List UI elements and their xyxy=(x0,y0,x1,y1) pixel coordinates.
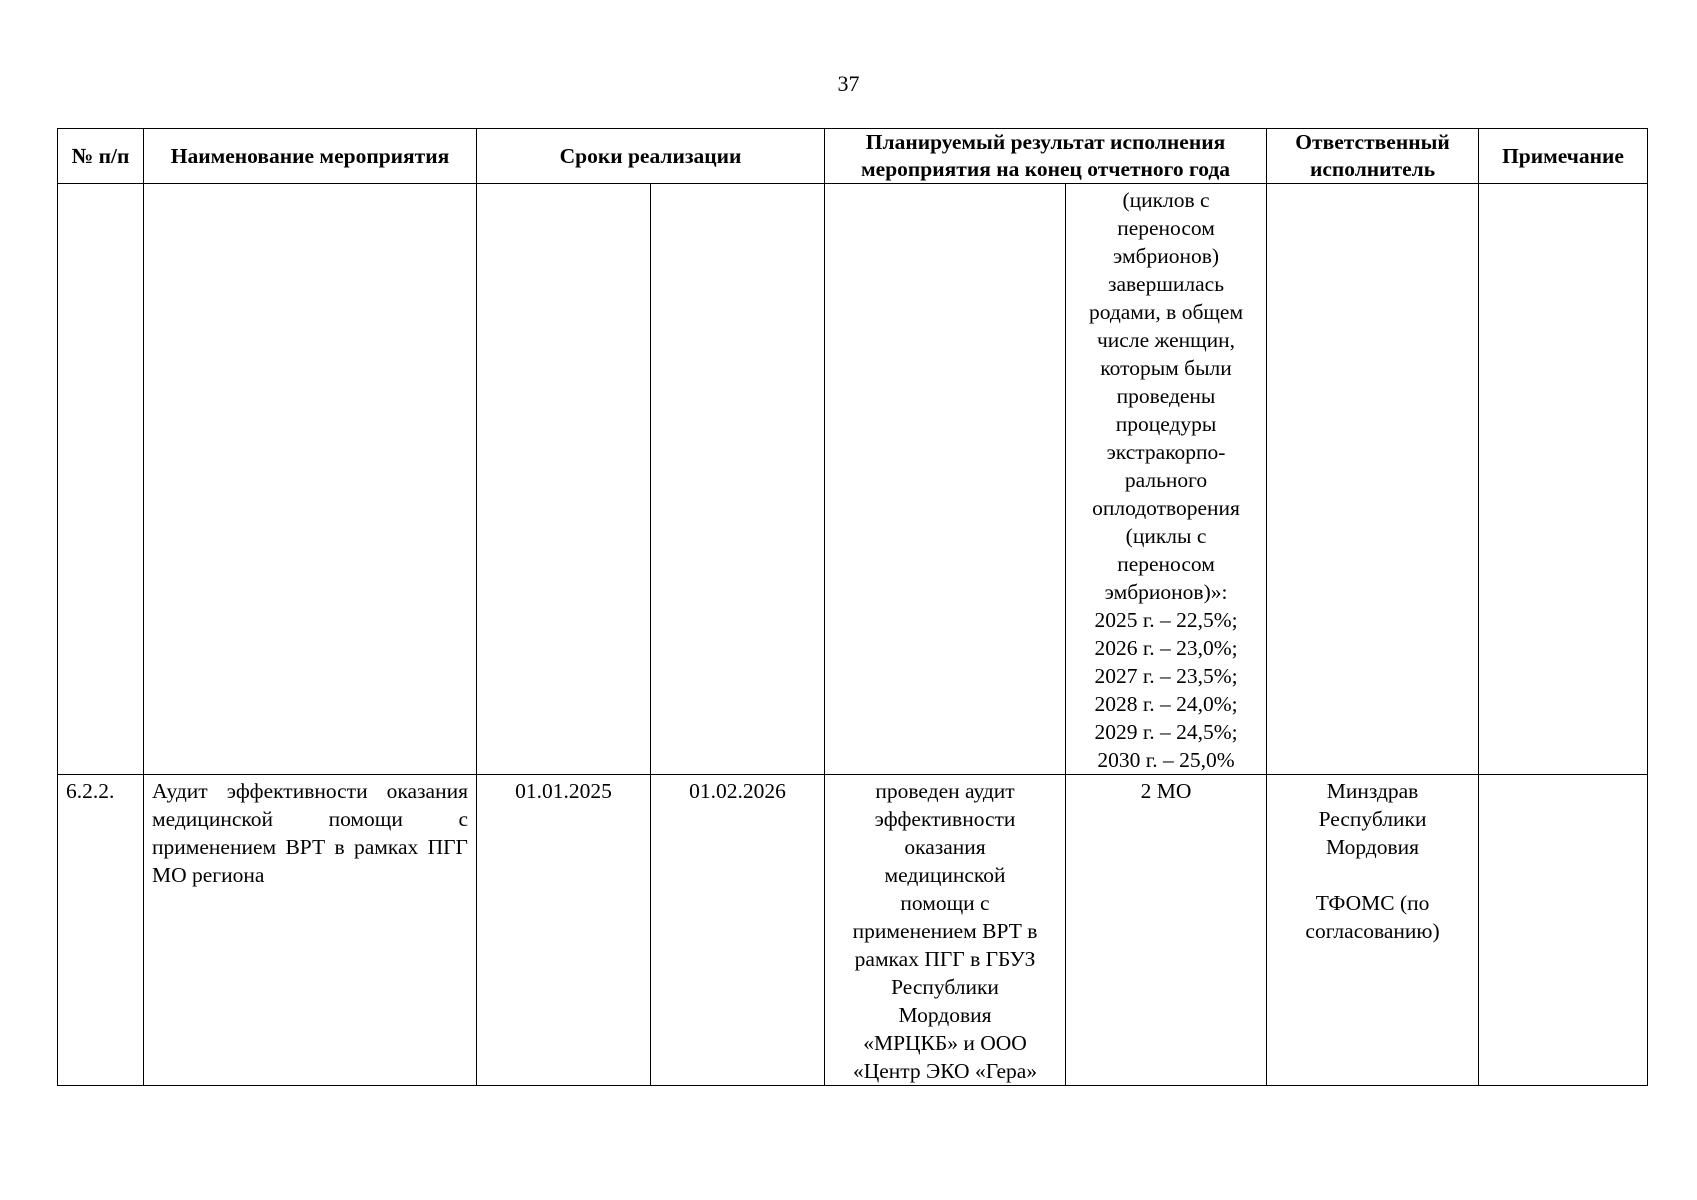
value-line: 2028 г. – 24,0%; xyxy=(1094,692,1238,716)
value-line: которым были xyxy=(1100,356,1232,380)
result-line: проведен аудит xyxy=(875,779,1015,803)
cell-result xyxy=(825,184,1066,775)
table-row xyxy=(58,775,1648,1086)
value-line: рального xyxy=(1124,468,1208,492)
header-dates: Сроки реализации xyxy=(477,129,825,184)
page-number: 37 xyxy=(837,71,860,96)
value-line: (циклов с xyxy=(1122,188,1210,212)
value-line: (циклы с xyxy=(1125,524,1207,548)
value-line: числе женщин, xyxy=(1096,328,1236,352)
cell-name xyxy=(144,184,477,775)
cell-result xyxy=(825,775,1066,1086)
result-line: применением ВРТ в xyxy=(852,919,1038,943)
value-line: эмбрионов)»: xyxy=(1104,580,1228,604)
result-line: «Центр ЭКО «Гера» xyxy=(852,1059,1038,1083)
header-num: № п/п xyxy=(58,129,144,184)
table-row xyxy=(58,184,1648,775)
cell-end xyxy=(651,184,825,775)
header-note: Примечание xyxy=(1479,129,1648,184)
cell-num: 6.2.2. xyxy=(58,775,144,1086)
value-line: проведены xyxy=(1116,384,1216,408)
cell-name: Аудит эффективности оказания медицинской помощи с применением ВРТ в рамках ПГГ МО региона xyxy=(144,775,477,1086)
responsible-line: согласованию) xyxy=(1305,919,1440,943)
responsible-line: Мордовия xyxy=(1326,835,1420,859)
cell-end: 01.02.2026 xyxy=(651,775,825,1086)
value-line: завершилась xyxy=(1108,272,1225,296)
header-name: Наименование мероприятия xyxy=(144,129,477,184)
header-row xyxy=(58,129,1648,184)
cell-responsible xyxy=(1267,775,1479,1086)
responsible-gap xyxy=(1275,861,1470,889)
events-table xyxy=(57,128,1648,1086)
value-line: переносом xyxy=(1117,552,1215,576)
result-line: Мордовия xyxy=(898,1003,992,1027)
cell-value xyxy=(1066,184,1267,775)
responsible-line: Минздрав xyxy=(1326,779,1419,803)
header-responsible: Ответственный исполнитель xyxy=(1267,129,1479,184)
value-line: 2029 г. – 24,5%; xyxy=(1094,720,1238,744)
value-line: эмбрионов) xyxy=(1112,244,1220,268)
value-line: 2030 г. – 25,0% xyxy=(1097,748,1235,772)
value-line: процедуры xyxy=(1115,412,1217,436)
value-line: 2026 г. – 23,0%; xyxy=(1094,636,1238,660)
value-line: родами, в общем xyxy=(1088,300,1244,324)
value-line: 2027 г. – 23,5%; xyxy=(1094,664,1238,688)
value-line: оплодотворения xyxy=(1092,496,1240,520)
cell-value: 2 МО xyxy=(1066,775,1267,1086)
result-line: рамках ПГГ в ГБУЗ xyxy=(854,947,1036,971)
responsible-line: Республики xyxy=(1318,807,1427,831)
value-line: переносом xyxy=(1117,216,1215,240)
result-line: помощи с xyxy=(900,891,990,915)
value-line: 2025 г. – 22,5%; xyxy=(1094,608,1238,632)
value-line: экстракорпо- xyxy=(1106,440,1226,464)
result-line: оказания xyxy=(904,835,986,859)
header-result: Планируемый результат исполнения мероприятия на конец отчетного года xyxy=(825,129,1267,184)
result-line: эффективности xyxy=(874,807,1016,831)
cell-start: 01.01.2025 xyxy=(477,775,651,1086)
result-line: медицинской xyxy=(884,863,1006,887)
cell-num xyxy=(58,184,144,775)
responsible-line: ТФОМС (по xyxy=(1315,891,1430,915)
cell-note xyxy=(1479,184,1648,775)
result-line: Республики xyxy=(891,975,999,999)
cell-responsible xyxy=(1267,184,1479,775)
cell-start xyxy=(477,184,651,775)
result-line: «МРЦКБ» и ООО xyxy=(863,1031,1027,1055)
cell-note xyxy=(1479,775,1648,1086)
